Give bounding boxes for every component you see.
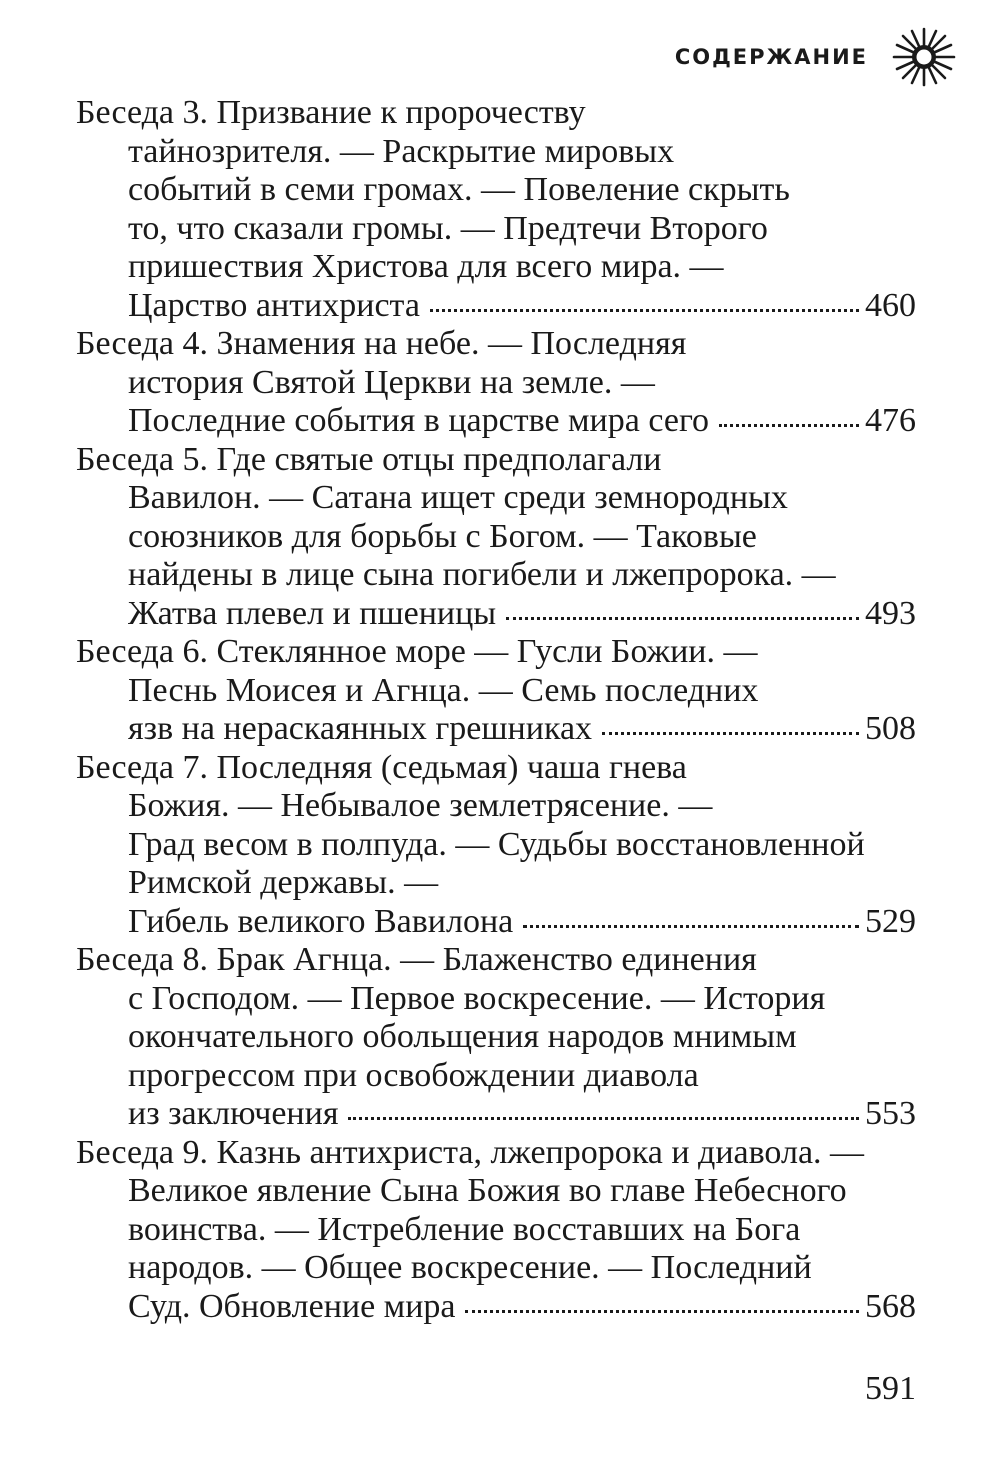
toc-entry-line: то, что сказали громы. — Предтечи Второго <box>128 209 768 247</box>
toc-entry-line <box>76 287 916 326</box>
toc-entry-line: тайнозрителя. — Раскрытие мировых <box>128 132 675 170</box>
toc-entry-line: Великое явление Сына Божия во главе Небесного <box>128 1172 847 1209</box>
header-title: СОДЕРЖАНИЕ <box>674 45 868 69</box>
table-of-contents <box>76 94 916 1326</box>
toc-entry-line: Беседа 5. Где святые отцы предполагали <box>76 440 662 478</box>
toc-page-number: 568 <box>865 1287 916 1325</box>
toc-entry <box>76 325 916 441</box>
toc-entry-line: союзников для борьбы с Богом. — Таковые <box>128 517 757 555</box>
toc-entry-line: Беседа 9. Казнь антихриста, лжепророка и диавола. — <box>76 1133 865 1171</box>
toc-entry <box>76 1134 916 1327</box>
toc-entry-line: Вавилон. — Сатана ищет среди земнородных <box>128 479 788 516</box>
toc-entry-line: история Святой Церкви на земле. — <box>128 363 655 401</box>
toc-entry-line <box>76 1095 916 1134</box>
dot-leader <box>348 1117 859 1120</box>
toc-page-number: 460 <box>865 286 916 324</box>
toc-entry-line: народов. — Общее воскресение. — Последний <box>128 1249 812 1286</box>
toc-entry-line: воинства. — Истребление восставших на Бога <box>128 1210 801 1248</box>
dot-leader <box>719 424 859 427</box>
toc-entry <box>76 941 916 1134</box>
sun-ornament-icon <box>890 26 958 88</box>
toc-entry-line <box>76 1288 916 1327</box>
toc-entry-text: Царство антихриста <box>128 286 420 324</box>
toc-page-number: 529 <box>865 902 916 940</box>
toc-entry-line: событий в семи громах. — Повеление скрыть <box>128 171 790 208</box>
dot-leader <box>602 732 859 735</box>
toc-entry <box>76 749 916 942</box>
toc-entry-line: Беседа 8. Брак Агнца. — Блаженство единения <box>76 941 757 978</box>
toc-entry-line: с Господом. — Первое воскресение. — История <box>128 979 826 1017</box>
toc-page-number: 553 <box>865 1095 916 1132</box>
toc-entry-line <box>76 595 916 634</box>
toc-entry-line: Град весом в полпуда. — Судьбы восстановленной <box>128 825 865 863</box>
toc-entry <box>76 94 916 325</box>
toc-entry-line <box>76 402 916 441</box>
toc-entry-line: Беседа 4. Знамения на небе. — Последняя <box>76 325 687 362</box>
toc-entry <box>76 441 916 634</box>
toc-entry-line: Беседа 6. Стеклянное море — Гусли Божии. — <box>76 633 758 670</box>
running-header <box>675 26 958 88</box>
dot-leader <box>523 925 859 928</box>
toc-page-number: 508 <box>865 710 916 747</box>
toc-entry-text: Гибель великого Вавилона <box>128 902 514 940</box>
toc-page-number: 476 <box>865 402 916 439</box>
toc-entry-line <box>76 903 916 942</box>
toc-entry-line: Римской державы. — <box>128 864 439 901</box>
toc-entry-line: Беседа 3. Призвание к пророчеству <box>76 94 586 131</box>
toc-entry-text: Жатва плевел и пшеницы <box>128 594 497 632</box>
toc-entry-line: Песнь Моисея и Агнца. — Семь последних <box>128 671 759 709</box>
page-number: 591 <box>865 1370 916 1407</box>
toc-entry-line: найдены в лице сына погибели и лжепророка. — <box>128 556 836 593</box>
toc-entry-line: Божия. — Небывалое землетрясение. — <box>128 787 713 824</box>
toc-entry-text: Суд. Обновление мира <box>128 1287 456 1325</box>
toc-page-number: 493 <box>865 594 916 632</box>
toc-entry-line: пришествия Христова для всего мира. — <box>128 248 724 285</box>
toc-entry-line <box>76 710 916 749</box>
toc-entry-line: прогрессом при освобождении диавола <box>128 1056 699 1094</box>
toc-entry <box>76 633 916 749</box>
dot-leader <box>430 309 859 312</box>
toc-entry-text: Последние события в царстве мира сего <box>128 402 710 439</box>
dot-leader <box>465 1310 859 1313</box>
toc-entry-line: Беседа 7. Последняя (седьмая) чаша гнева <box>76 748 687 786</box>
dot-leader <box>506 617 859 620</box>
toc-entry-line: окончательного обольщения народов мнимым <box>128 1018 797 1055</box>
toc-entry-text: язв на нераскаянных грешниках <box>128 710 593 747</box>
toc-entry-text: из заключения <box>128 1095 339 1132</box>
